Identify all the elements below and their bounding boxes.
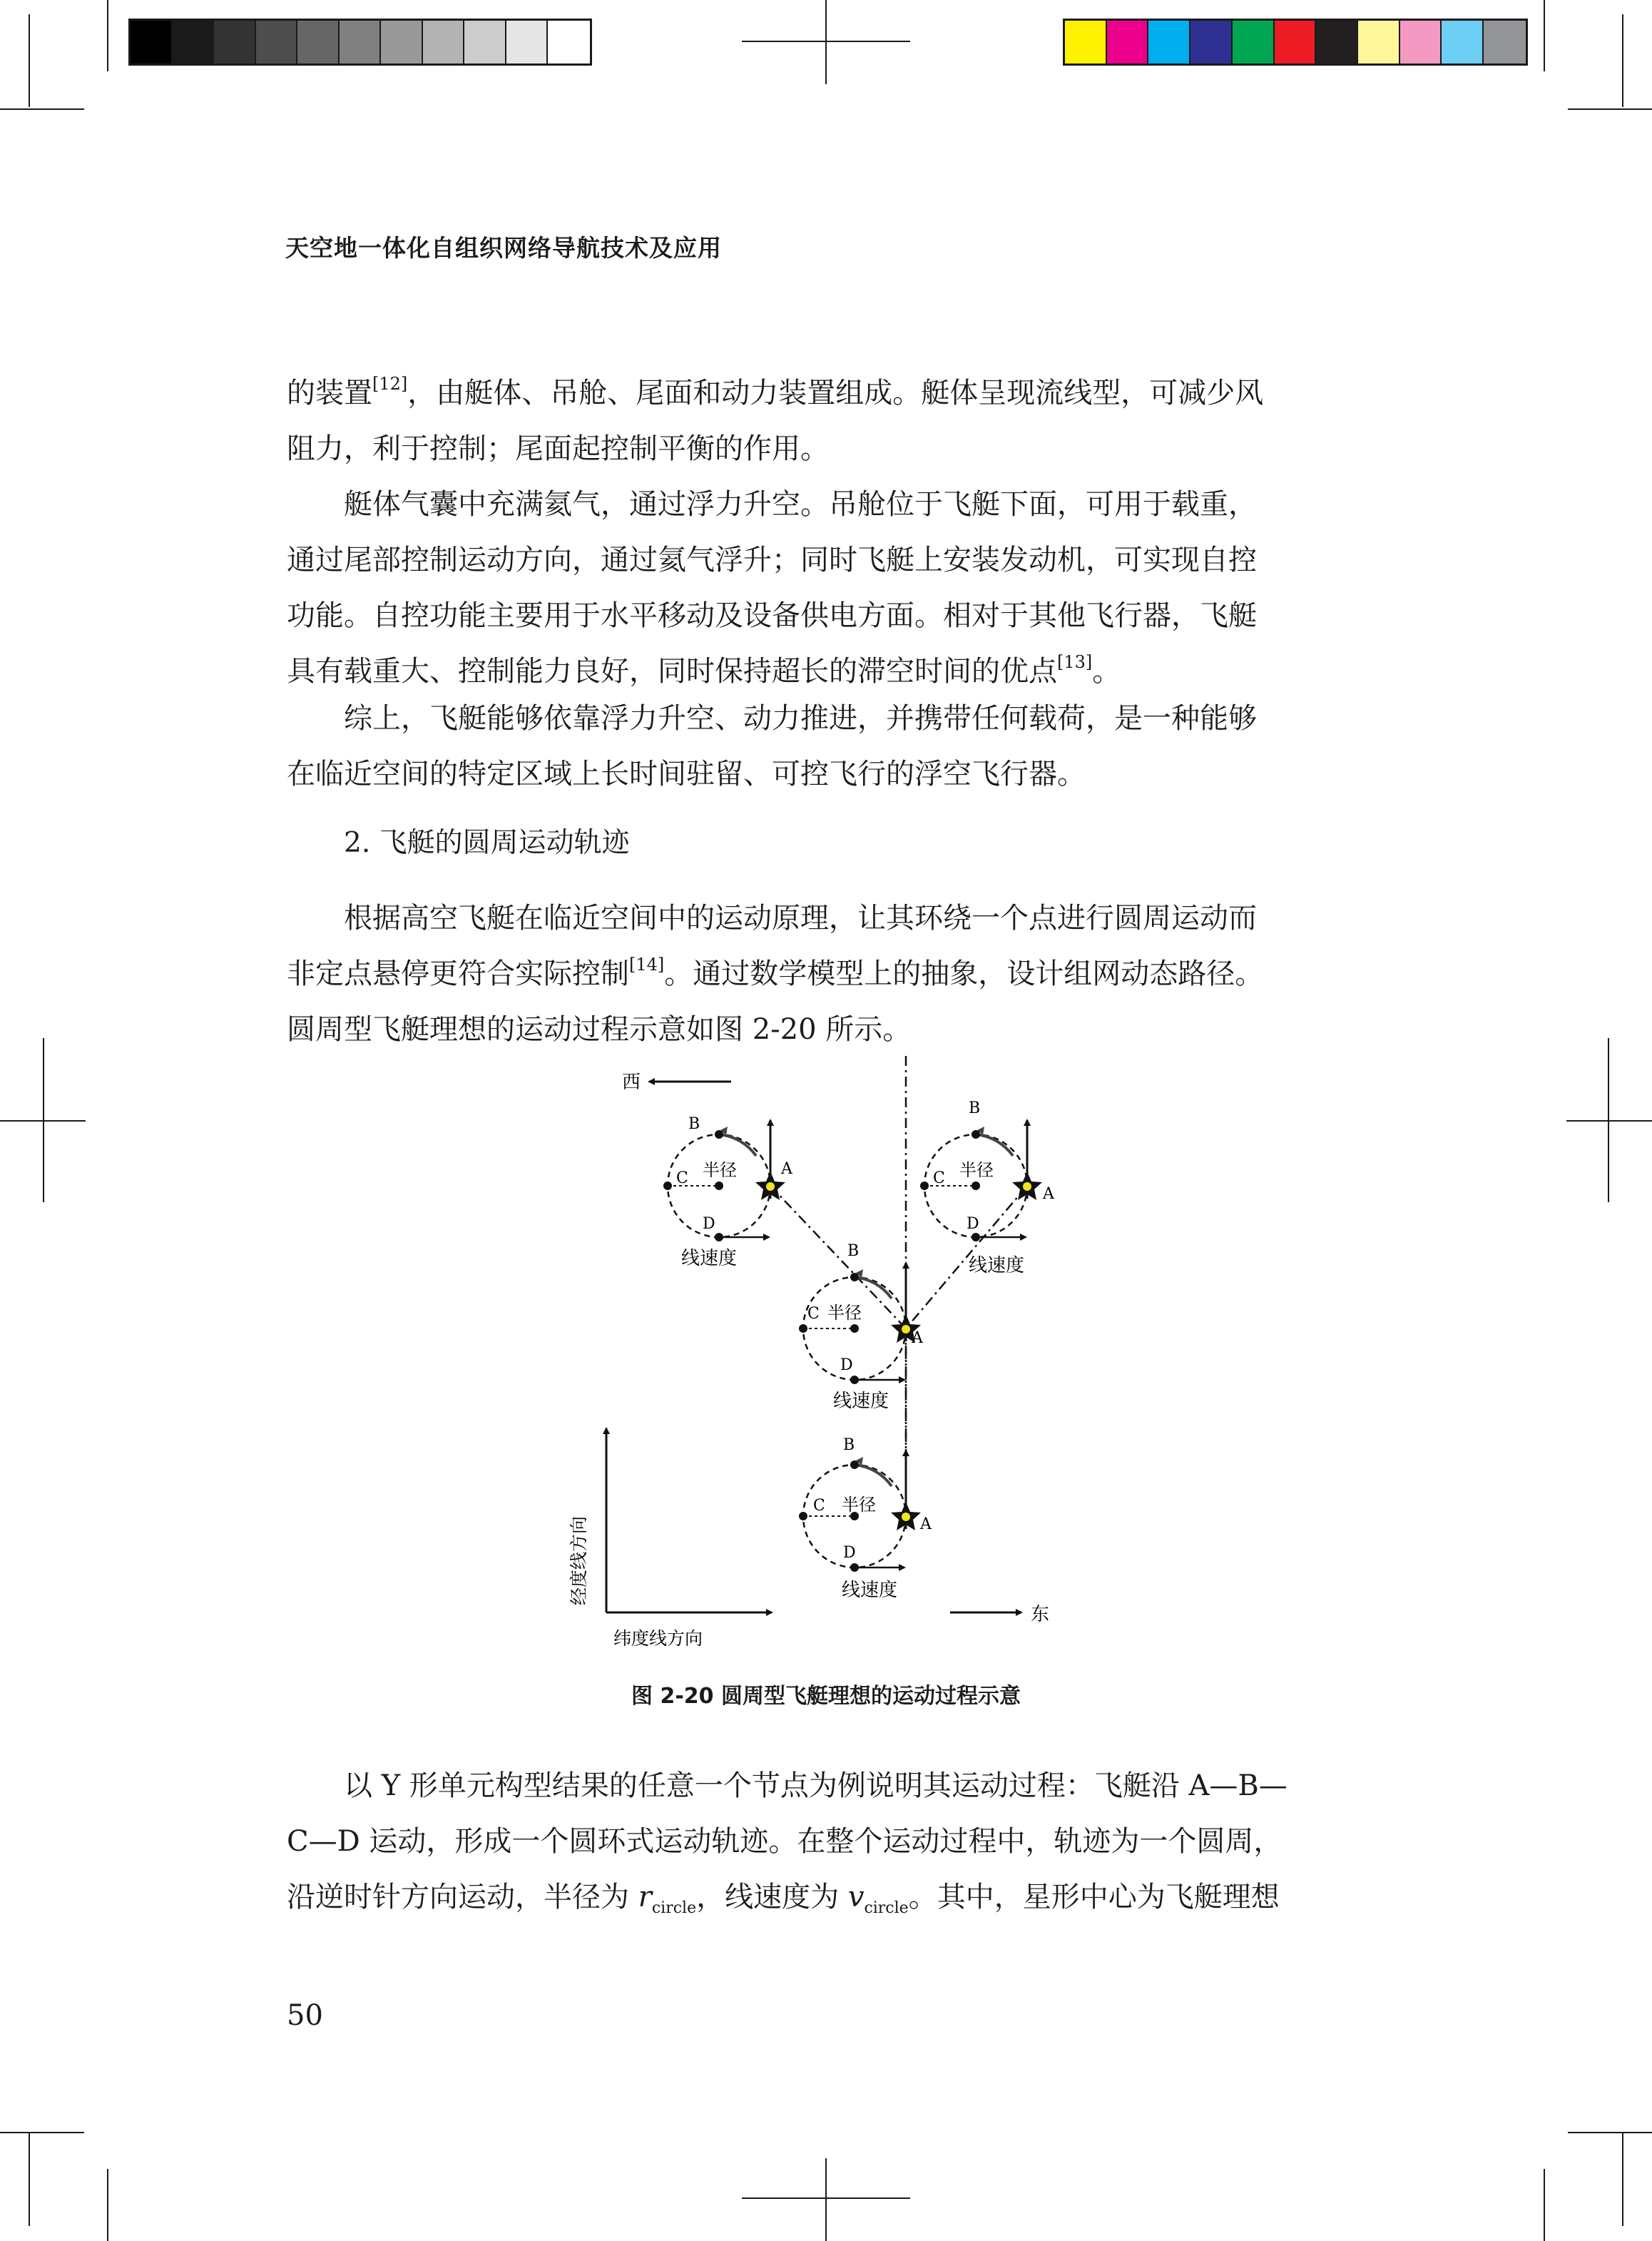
svg-text:C: C [807, 1305, 820, 1323]
color-swatch [1400, 21, 1442, 63]
running-head: 天空地一体化自组织网络导航技术及应用 [285, 234, 722, 262]
gray-swatch [214, 21, 256, 63]
svg-text:D: D [840, 1356, 853, 1374]
citation-ref: [12] [372, 374, 408, 394]
crop-mark [1568, 108, 1652, 110]
section-heading: 2. 飞艇的圆周运动轨迹 [344, 827, 630, 859]
page-number: 50 [287, 1999, 323, 2032]
svg-text:B: B [969, 1099, 981, 1117]
crop-mark [29, 2133, 30, 2226]
color-swatch [1233, 21, 1275, 63]
color-swatch [1442, 21, 1484, 63]
svg-text:C: C [813, 1497, 825, 1515]
crop-mark [825, 2158, 827, 2241]
svg-text:半径: 半径 [703, 1160, 737, 1180]
radius-symbol: r [638, 1881, 652, 1914]
gray-swatch [256, 21, 298, 63]
svg-text:线速度: 线速度 [842, 1580, 898, 1601]
west-label: 西 [622, 1072, 641, 1093]
svg-text:A: A [912, 1329, 923, 1347]
y-axis-label: 经度线方向 [568, 1515, 589, 1605]
svg-text:B: B [843, 1436, 855, 1454]
color-swatch [1275, 21, 1317, 63]
crop-mark [1544, 2169, 1545, 2241]
crop-mark [107, 0, 108, 71]
paragraph-1: 的装置[12]，由艇体、吊舱、尾面和动力装置组成。艇体呈现流线型，可减少风 阻力，利于控制；尾面起控制平衡的作用。 [287, 374, 1264, 465]
gray-swatch [131, 21, 173, 63]
orbit-circle-top-left [663, 1115, 793, 1269]
svg-text:A: A [920, 1515, 932, 1533]
citation-ref: [13] [1057, 652, 1093, 672]
svg-text:B: B [688, 1115, 700, 1133]
svg-text:半径: 半径 [842, 1495, 876, 1515]
crop-mark [43, 1038, 44, 1202]
crop-mark [1566, 1120, 1652, 1122]
paragraph-4: 根据高空飞艇在临近空间中的运动原理，让其环绕一个点进行圆周运动而 非定点悬停更符合实际控制[14]。通过数学模型上的抽象，设计组网动态路径。 圆周型飞艇理想的运动过程示意如图 2-20 所示。 [287, 902, 1264, 1046]
orbit-circle-top-right [920, 1099, 1055, 1276]
crop-mark [1622, 2133, 1623, 2226]
gray-swatch [548, 21, 590, 63]
gray-swatch [381, 21, 423, 63]
color-swatch [1107, 21, 1149, 63]
svg-text:D: D [703, 1215, 715, 1233]
svg-text:半径: 半径 [959, 1160, 994, 1180]
svg-text:线速度: 线速度 [681, 1248, 738, 1269]
x-axis-label: 纬度线方向 [613, 1628, 703, 1649]
grayscale-calibration-bar [128, 19, 592, 66]
crop-mark [742, 41, 910, 42]
paragraph-3: 综上，飞艇能够依靠浮力升空、动力推进，并携带任何载荷，是一种能够 在临近空间的特定区域上长时间驻留、可控飞行的浮空飞行器。 [287, 702, 1257, 791]
orbit-circle-middle [799, 1242, 924, 1412]
gray-swatch [340, 21, 382, 63]
gray-swatch [173, 21, 215, 63]
color-calibration-bar [1063, 19, 1528, 66]
svg-text:A: A [781, 1160, 792, 1178]
crop-mark [1568, 2132, 1652, 2133]
velocity-symbol: v [847, 1881, 865, 1914]
figure-airship-circular-motion [542, 1056, 1084, 1670]
svg-text:线速度: 线速度 [969, 1255, 1025, 1276]
crop-mark [1622, 14, 1623, 107]
citation-ref: [14] [629, 955, 665, 975]
crop-mark [742, 2197, 910, 2199]
crop-mark [825, 0, 827, 84]
svg-text:B: B [847, 1242, 860, 1260]
svg-text:D: D [843, 1544, 856, 1562]
svg-text:C: C [676, 1169, 688, 1187]
svg-text:C: C [933, 1169, 945, 1187]
orbit-circle-bottom [799, 1436, 932, 1601]
east-label: 东 [1031, 1604, 1050, 1625]
crop-mark [0, 2132, 84, 2133]
svg-text:A: A [1043, 1185, 1054, 1203]
crop-mark [1544, 0, 1545, 71]
velocity-subscript: circle [864, 1899, 909, 1917]
crop-mark [107, 2169, 108, 2241]
crop-mark [0, 108, 84, 110]
gray-swatch [464, 21, 506, 63]
gray-swatch [423, 21, 465, 63]
color-swatch [1065, 21, 1107, 63]
figure-caption: 图 2-20 圆周型飞艇理想的运动过程示意 [631, 1684, 1021, 1709]
svg-text:D: D [967, 1215, 979, 1233]
gray-swatch [297, 21, 340, 63]
gray-swatch [506, 21, 549, 63]
color-swatch [1316, 21, 1358, 63]
radius-subscript: circle [651, 1899, 697, 1917]
color-swatch [1484, 21, 1526, 63]
crop-mark [29, 14, 30, 107]
svg-text:半径: 半径 [827, 1303, 862, 1323]
color-swatch [1148, 21, 1190, 63]
paragraph-5: 以 Y 形单元构型结果的任意一个节点为例说明其运动过程：飞艇沿 A—B— C—D 运动，形成一个圆环式运动轨迹。在整个运动过程中，轨迹为一个圆周， 沿逆时针方向运动，半径为 $r_{circle}$，线速度为 $v_{circle}$。其中，星形中心为飞艇理想 [287, 1769, 1288, 1917]
color-swatch [1358, 21, 1400, 63]
paragraph-2: 艇体气囊中充满氦气，通过浮力升空。吊舱位于飞艇下面，可用于载重， 通过尾部控制运动方向，通过氦气浮升；同时飞艇上安装发动机，可实现自控 功能。自控功能主要用于水平移动及设备供电方面。相对于其他飞行器，飞艇 具有载重大、控制能力良好，同时保持超长的滞空时间的优点[13]。 [287, 488, 1257, 688]
crop-mark [1608, 1038, 1609, 1202]
svg-text:线速度: 线速度 [833, 1391, 889, 1412]
color-swatch [1190, 21, 1233, 63]
